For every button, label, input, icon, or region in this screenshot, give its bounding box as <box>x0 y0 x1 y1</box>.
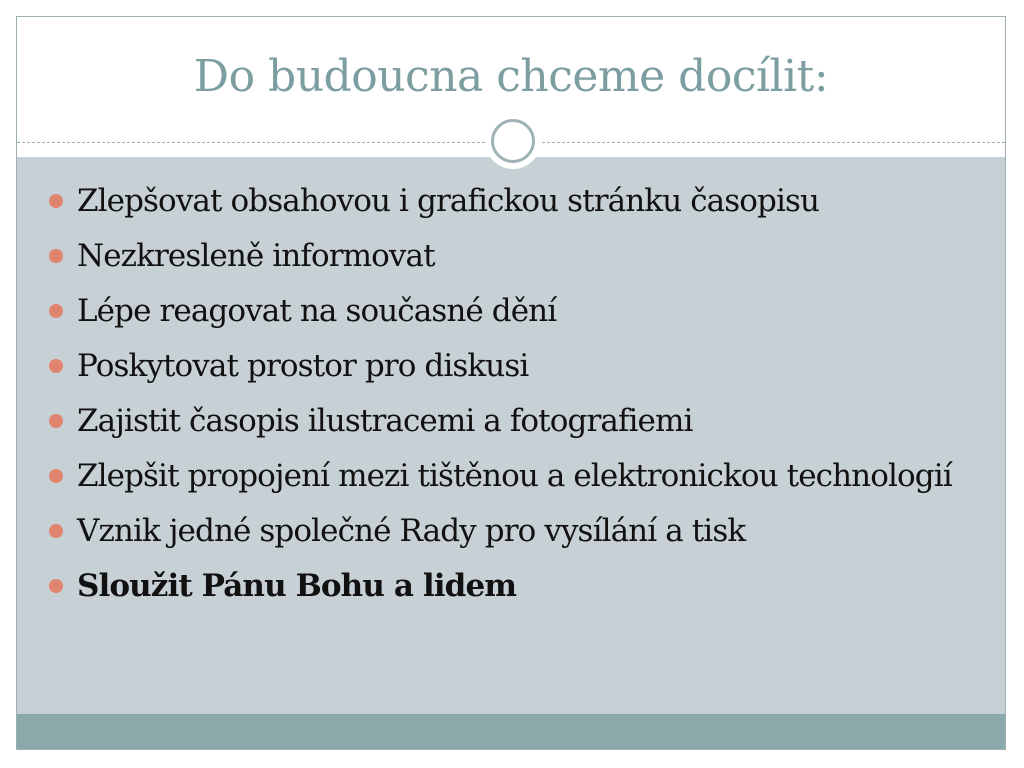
slide-title: Do budoucna chceme docílit: <box>193 51 829 102</box>
bullet-item <box>49 181 979 222</box>
bullet-dot-icon <box>49 579 63 593</box>
bullet-text: Zajistit časopis ilustracemi a fotografiemi <box>77 403 693 439</box>
bullet-item <box>49 456 979 497</box>
bullet-dot-icon <box>49 304 63 318</box>
bullet-text: Nezkresleně informovat <box>77 238 435 274</box>
bullet-dot-icon <box>49 524 63 538</box>
bullet-item <box>49 346 979 387</box>
bullet-item <box>49 511 979 552</box>
circle-ring-icon <box>485 113 541 169</box>
bullet-item <box>49 401 979 442</box>
bullet-item <box>49 291 979 332</box>
bullet-dot-icon <box>49 414 63 428</box>
bullet-text: Zlepšovat obsahovou i grafickou stránku časopisu <box>77 183 820 219</box>
bullet-dot-icon <box>49 359 63 373</box>
ring-outline <box>491 119 535 163</box>
slide <box>16 16 1006 750</box>
bullet-item-emphasized <box>49 566 979 607</box>
bullet-text: Zlepšit propojení mezi tištěnou a elektronickou technologií <box>77 458 952 494</box>
bullet-item <box>49 236 979 277</box>
bullet-text: Lépe reagovat na současné dění <box>77 293 557 329</box>
bullet-text: Sloužit Pánu Bohu a lidem <box>77 568 517 604</box>
footer-band <box>17 714 1005 749</box>
bullet-text: Vznik jedné společné Rady pro vysílání a tisk <box>77 513 746 549</box>
bullet-text: Poskytovat prostor pro diskusi <box>77 348 529 384</box>
bullet-dot-icon <box>49 194 63 208</box>
bullet-list <box>49 181 979 621</box>
bullet-dot-icon <box>49 249 63 263</box>
bullet-dot-icon <box>49 469 63 483</box>
